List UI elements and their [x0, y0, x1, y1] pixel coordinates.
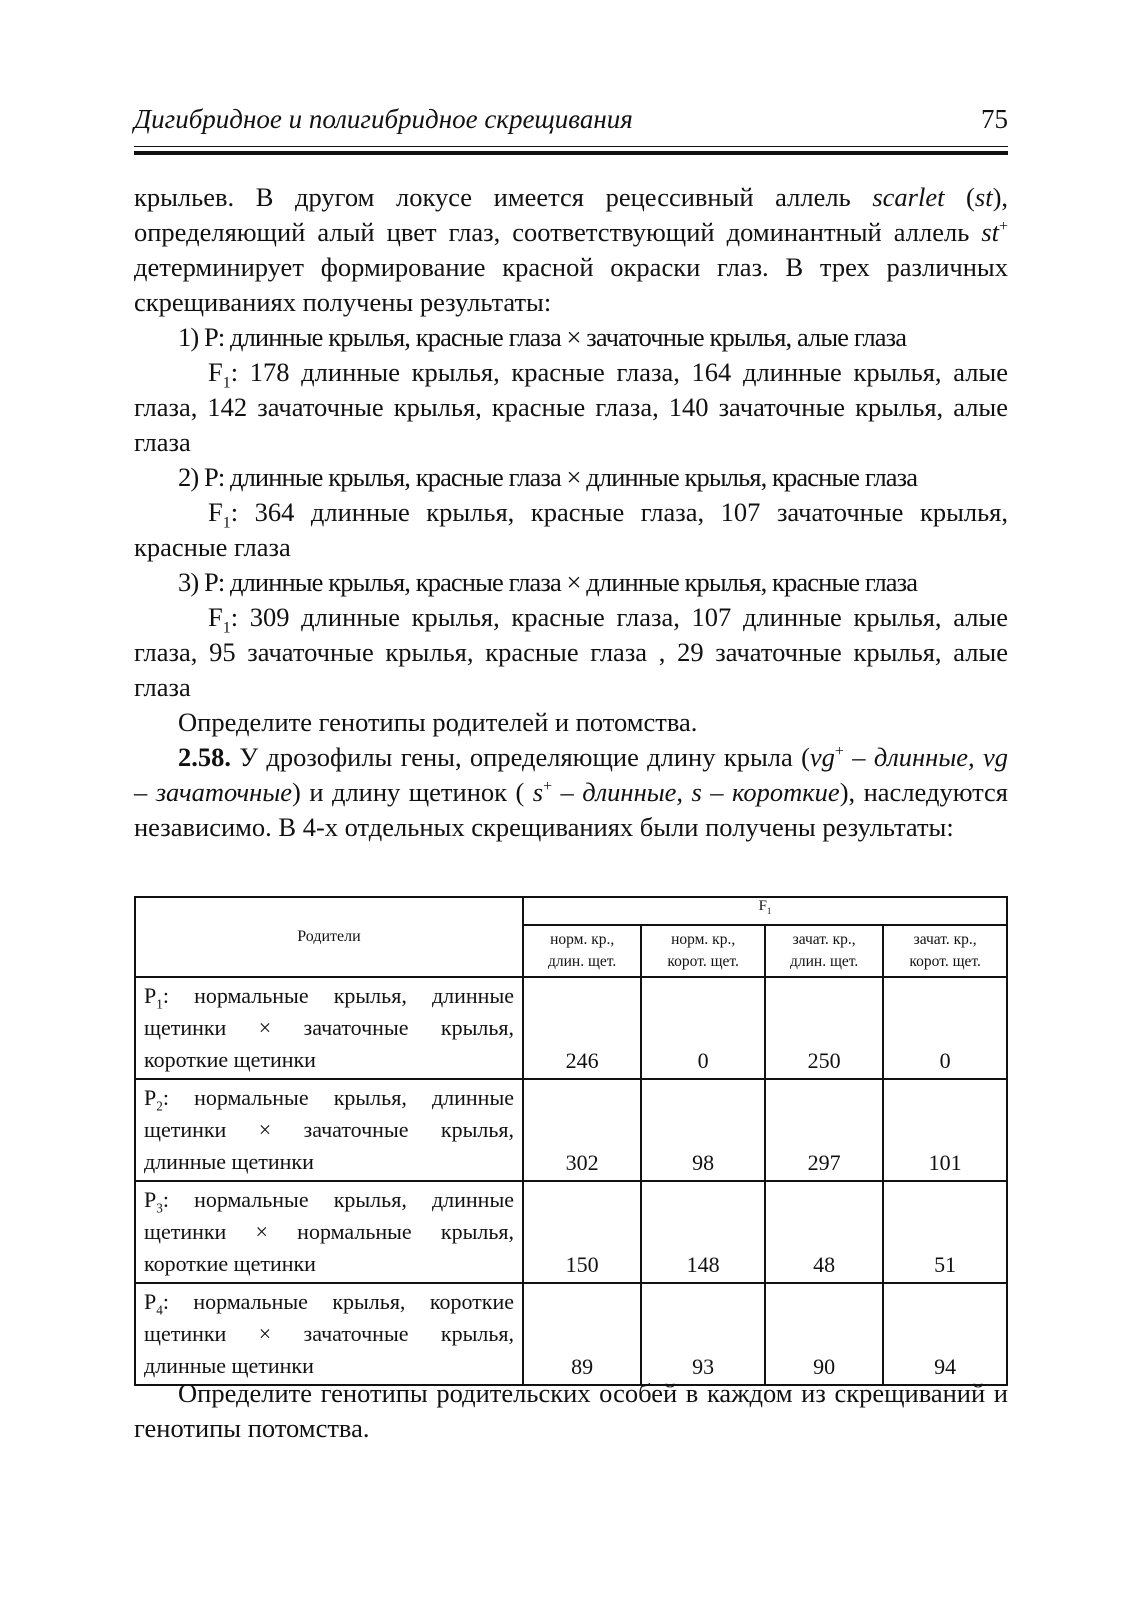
value-cell: 93 [641, 1283, 765, 1385]
page-number: 75 [981, 104, 1008, 134]
table-row [135, 1079, 1007, 1181]
problem-2-58: 2.58. У дрозофилы гены, определяющие длину крыла (vg+ – длинные, vg – зачаточные) и длину щетинок ( s+ – длинные, s – короткие), наследуются независимо. В 4-х отдельных скрещиваниях были получены результаты: [134, 742, 1008, 842]
value-cell: 297 [765, 1079, 883, 1181]
final-task [134, 1376, 1008, 1446]
parents-header: Родители [135, 897, 523, 977]
value-cell: 246 [523, 977, 641, 1079]
table-row [135, 1181, 1007, 1283]
column-header: зачат. кр., корот. щет. [883, 925, 1007, 977]
column-header: норм. кр., корот. щет. [641, 925, 765, 977]
column-header: зачат. кр., длин. щет. [765, 925, 883, 977]
parents-cell: $P_3$: нормальные крылья, длинные щетинки × нормальные крылья, короткие щетинки [135, 1181, 523, 1283]
value-cell: 302 [523, 1079, 641, 1181]
parents-cell: $P_4$: нормальные крылья, короткие щетинки × зачаточные крылья, длинные щетинки [135, 1283, 523, 1385]
results-table [134, 896, 1008, 1386]
table-row [135, 977, 1007, 1079]
cross-3-parents: 3) P: длинные крылья, красные глаза × длинные крылья, красные глаза [178, 567, 918, 597]
value-cell: 51 [883, 1181, 1007, 1283]
value-cell: 0 [883, 977, 1007, 1079]
task-instruction: Определите генотипы родителей и потомства. [178, 707, 698, 737]
value-cell: 250 [765, 977, 883, 1079]
value-cell: 94 [883, 1283, 1007, 1385]
running-header-title: Дигибридное и полигибридное скрещивания [134, 104, 633, 134]
cross-2-parents: 2) P: длинные крылья, красные глаза × длинные крылья, красные глаза [178, 462, 918, 492]
value-cell: 0 [641, 977, 765, 1079]
column-header: норм. кр., длин. щет. [523, 925, 641, 977]
parents-cell: $P_2$: нормальные крылья, длинные щетинки × зачаточные крылья, длинные щетинки [135, 1079, 523, 1181]
paragraph-intro: крыльев. В другом локусе имеется рецессивный аллель scarlet (st), определяющий алый цвет глаз, соответствующий доминантный аллель st+ детерминирует формирование красной окраски глаз. В трех различных скрещиваниях получены результаты: [134, 182, 1009, 317]
header-rule-thin [134, 146, 1008, 147]
table-row [135, 1283, 1007, 1385]
header-rule-thick [134, 151, 1008, 155]
value-cell: 48 [765, 1181, 883, 1283]
cross-1-offspring: $F_1$: 178 длинные крылья, красные глаза, 164 длинные крылья, алые глаза, 142 зачаточные крылья, красные глаза, 140 зачаточные крылья, алые глаза [134, 357, 1008, 457]
cross-1-parents: 1) P: длинные крылья, красные глаза × зачаточные крылья, алые глаза [178, 322, 907, 352]
value-cell: 98 [641, 1079, 765, 1181]
parents-cell: $P_1$: нормальные крылья, длинные щетинки × зачаточные крылья, короткие щетинки [135, 977, 523, 1079]
cross-3-offspring: $F_1$: 309 длинные крылья, красные глаза, 107 длинные крылья, алые глаза, 95 зачаточные крылья, красные глаза , 29 зачаточные крылья, алые глаза [134, 602, 1008, 702]
cross-2-offspring: $F_1$: 364 длинные крылья, красные глаза, 107 зачаточные крылья, красные глаза [134, 497, 1008, 562]
final-instruction: Определите генотипы родительских особей в каждом из скрещиваний и генотипы потомства. [134, 1378, 1008, 1443]
value-cell: 90 [765, 1283, 883, 1385]
value-cell: 101 [883, 1079, 1007, 1181]
main-text [134, 180, 1008, 845]
f1-header: $F_1$ [523, 897, 1007, 925]
value-cell: 150 [523, 1181, 641, 1283]
value-cell: 148 [641, 1181, 765, 1283]
value-cell: 89 [523, 1283, 641, 1385]
running-header [134, 104, 1008, 138]
